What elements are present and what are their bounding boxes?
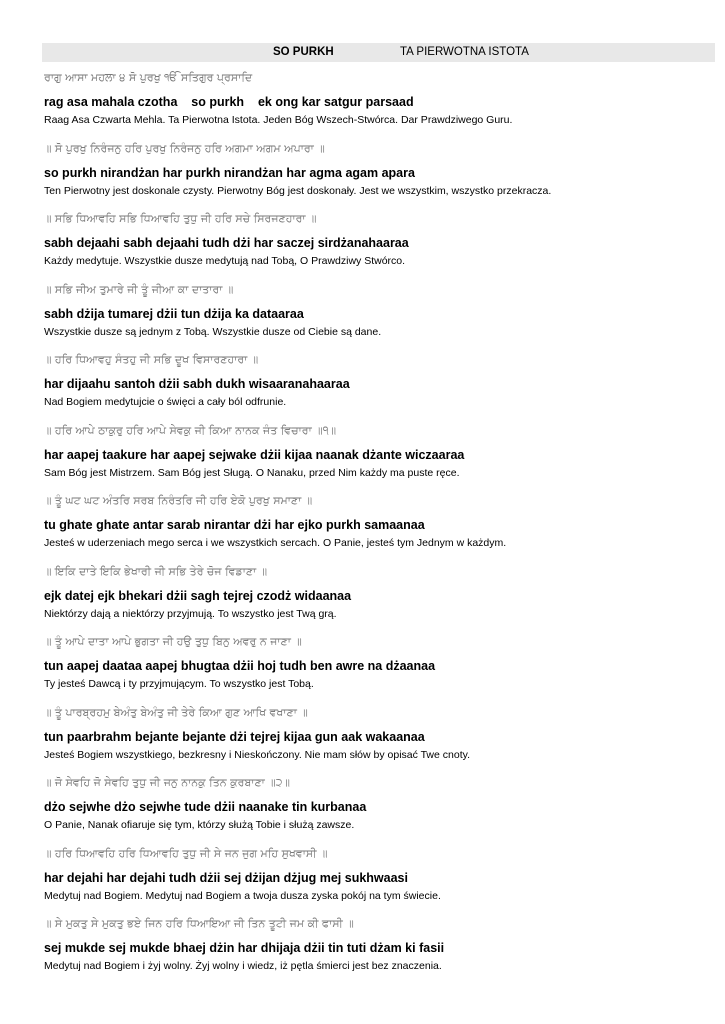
verse-transliteration: har aapej taakure har aapej sejwake dżii kijaa naanak dżante wiczaaraa [44,447,465,462]
verse-block [44,209,716,280]
verse-transliteration: sabh dżija tumarej dżii tun dżija ka dataaraa [44,306,304,321]
verse-block [44,914,716,985]
verse-block [44,68,716,139]
verse-transliteration: sej mukde sej mukde bhaej dżin har dhijaja dżii tin tuti dżam ki fasii [44,941,445,955]
verse-gurmukhi: ॥ ਤੂੰ ਘਟ ਘਟ ਅੰਤਰਿ ਸਰਬ ਨਿਰੰਤਰਿ ਜੀ ਹਰਿ ਏਕੋ ਪੁਰਖੁ ਸਮਾਣਾ ॥ [44,494,313,507]
verse-translation: Medytuj nad Bogiem. Medytuj nad Bogiem a twoja dusza zyska pokój na tym świecie. [44,889,441,902]
verse-translation: Każdy medytuje. Wszystkie dusze medytują nad Tobą, O Prawdziwy Stwórco. [44,255,406,267]
page-subtitle: TA PIERWOTNA ISTOTA [400,46,529,58]
verse-translation: Wszystkie dusze są jednym z Tobą. Wszystkie dusze od Ciebie są dane. [44,325,382,338]
verse-transliteration: har dejahi har dejahi tudh dżii sej dżijan dżjug mej sukhwaasi [44,870,408,885]
verse-gurmukhi: ॥ ਸੋ ਪੁਰਖੁ ਨਿਰੰਜਨੁ ਹਰਿ ਪੁਰਖੁ ਨਿਰੰਜਨੁ ਹਰਿ ਅਗਮਾ ਅਗਮ ਅਪਾਰਾ ॥ [44,141,325,155]
verse-gurmukhi: ॥ ਤੂੰ ਆਪੇ ਦਾਤਾ ਆਪੇ ਭੁਗਤਾ ਜੀ ਹਉ ਤੁਧੁ ਬਿਨੁ ਅਵਰੁ ਨ ਜਾਣਾ ॥ [44,635,302,648]
verse-gurmukhi: ॥ ਤੂੰ ਪਾਰਬ੍ਰਹਮੁ ਬੇਅੰਤੁ ਬੇਅੰਤੁ ਜੀ ਤੇਰੇ ਕਿਆ ਗੁਣ ਆਖਿ ਵਖਾਣਾ ॥ [44,705,308,719]
verse-transliteration: rag asa mahala czotha so purkh ek ong kar satgur parsaad [44,95,414,109]
verse-block [44,280,716,351]
verse-transliteration: so purkh nirandżan har purkh nirandżan har agma agam apara [44,165,415,180]
verse-transliteration: tu ghate ghate antar sarab nirantar dżi har ejko purkh samaanaa [44,518,425,532]
verse-gurmukhi: ॥ ਹਰਿ ਧਿਆਵਹਿ ਹਰਿ ਧਿਆਵਹਿ ਤੁਧੁ ਜੀ ਸੇ ਜਨ ਜੁਗ ਮਹਿ ਸੁਖਵਾਸੀ ॥ [44,846,328,860]
verse-translation: Ten Pierwotny jest doskonale czysty. Pierwotny Bóg jest doskonały. Jest we wszystkim, wszystko przekracza. [44,184,552,197]
verse-translation: Jesteś w uderzeniach mego serca i we wszystkich sercach. O Panie, jesteś tym Jednym w każdym. [44,537,507,549]
verse-translation: Nad Bogiem medytujcie o święci a cały ból odfrunie. [44,396,287,408]
verse-gurmukhi: ॥ ਹਰਿ ਧਿਆਵਹੁ ਸੰਤਹੁ ਜੀ ਸਭਿ ਦੂਖ ਵਿਸਾਰਣਹਾਰਾ ॥ [44,353,259,366]
verse-gurmukhi: ॥ ਸਭਿ ਧਿਆਵਹਿ ਸਭਿ ਧਿਆਵਹਿ ਤੁਧੁ ਜੀ ਹਰਿ ਸਚੇ ਸਿਰਜਣਹਾਰਾ ॥ [44,212,317,225]
verse-block [44,844,716,915]
verse-translation: Sam Bóg jest Mistrzem. Sam Bóg jest Sługą. O Nanaku, przed Nim każdy ma puste ręce. [44,466,460,479]
verse-transliteration: ejk datej ejk bhekari dżii sagh tejrej czodż widaanaa [44,588,352,603]
verse-translation: O Panie, Nanak ofiaruje się tym, którzy służą Tobie i służą zawsze. [44,819,355,831]
verse-transliteration: har dijaahu santoh dżii sabh dukh wisaaranahaaraa [44,377,350,391]
verse-gurmukhi: ॥ ਜੋ ਸੇਵਹਿ ਜੋ ਸੇਵਹਿ ਤੁਧੁ ਜੀ ਜਨੁ ਨਾਨਕੁ ਤਿਨ ਕੁਰਬਾਣਾ ॥੨॥ [44,776,290,789]
verse-translation: Raag Asa Czwarta Mehla. Ta Pierwotna Istota. Jeden Bóg Wszech-Stwórca. Dar Prawdziwego Guru. [44,114,513,126]
verse-block [44,773,716,844]
verse-transliteration: tun aapej daataa aapej bhugtaa dżii hoj tudh ben awre na dżaanaa [44,659,436,673]
verse-gurmukhi: ॥ ਹਰਿ ਆਪੇ ਠਾਕੁਰੁ ਹਰਿ ਆਪੇ ਸੇਵਕੁ ਜੀ ਕਿਆ ਨਾਨਕ ਜੰਤ ਵਿਚਾਰਾ ॥੧॥ [44,423,337,437]
verse-translation: Medytuj nad Bogiem i żyj wolny. Żyj wolny i wiedz, iż pętla śmierci jest bez znaczenia. [44,960,442,972]
verse-translation: Jesteś Bogiem wszystkiego, bezkresny i Nieskończony. Nie mam słów by opisać Twe cnoty. [44,748,470,761]
verse-block [44,491,716,562]
verse-transliteration: sabh dejaahi sabh dejaahi tudh dżi har saczej sirdżanahaaraa [44,236,409,250]
page-title: SO PURKH [273,46,334,58]
verse-gurmukhi: ਰਾਗੁ ਆਸਾ ਮਹਲਾ ੪ ਸੋ ਪੁਰਖੁ ੴ ਸਤਿਗੁਰ ਪ੍ਰਸਾਦਿ [44,71,253,84]
verse-gurmukhi: ॥ ਸਭਿ ਜੀਅ ਤੁਮਾਰੇ ਜੀ ਤੂੰ ਜੀਆ ਕਾ ਦਾਤਾਰਾ ॥ [44,282,234,296]
verse-transliteration: dżo sejwhe dżo sejwhe tude dżii naanake tin kurbanaa [44,800,367,814]
verse-gurmukhi: ॥ ਸੇ ਮੁਕਤੁ ਸੇ ਮੁਕਤੁ ਭਏ ਜਿਨ ਹਰਿ ਧਿਆਇਆ ਜੀ ਤਿਨ ਤੂਟੀ ਜਮ ਕੀ ਫਾਸੀ ॥ [44,917,354,930]
verse-block [44,632,716,703]
verse-block [44,421,716,492]
verse-block [44,350,716,421]
verse-translation: Ty jesteś Dawcą i ty przyjmującym. To wszystko jest Tobą. [44,678,314,690]
verse-block [44,139,716,210]
verse-transliteration: tun paarbrahm bejante bejante dżi tejrej kijaa gun aak wakaanaa [44,729,425,744]
verse-translation: Niektórzy dają a niektórzy przyjmują. To wszystko jest Twą grą. [44,607,337,620]
title-bar [42,43,715,62]
verse-block [44,562,716,633]
verse-list [44,68,716,985]
verse-block [44,703,716,774]
verse-gurmukhi: ॥ ਇਕਿ ਦਾਤੇ ਇਕਿ ਭੇਖਾਰੀ ਜੀ ਸਭਿ ਤੇਰੇ ਚੋਜ ਵਿਡਾਣਾ ॥ [44,564,268,578]
